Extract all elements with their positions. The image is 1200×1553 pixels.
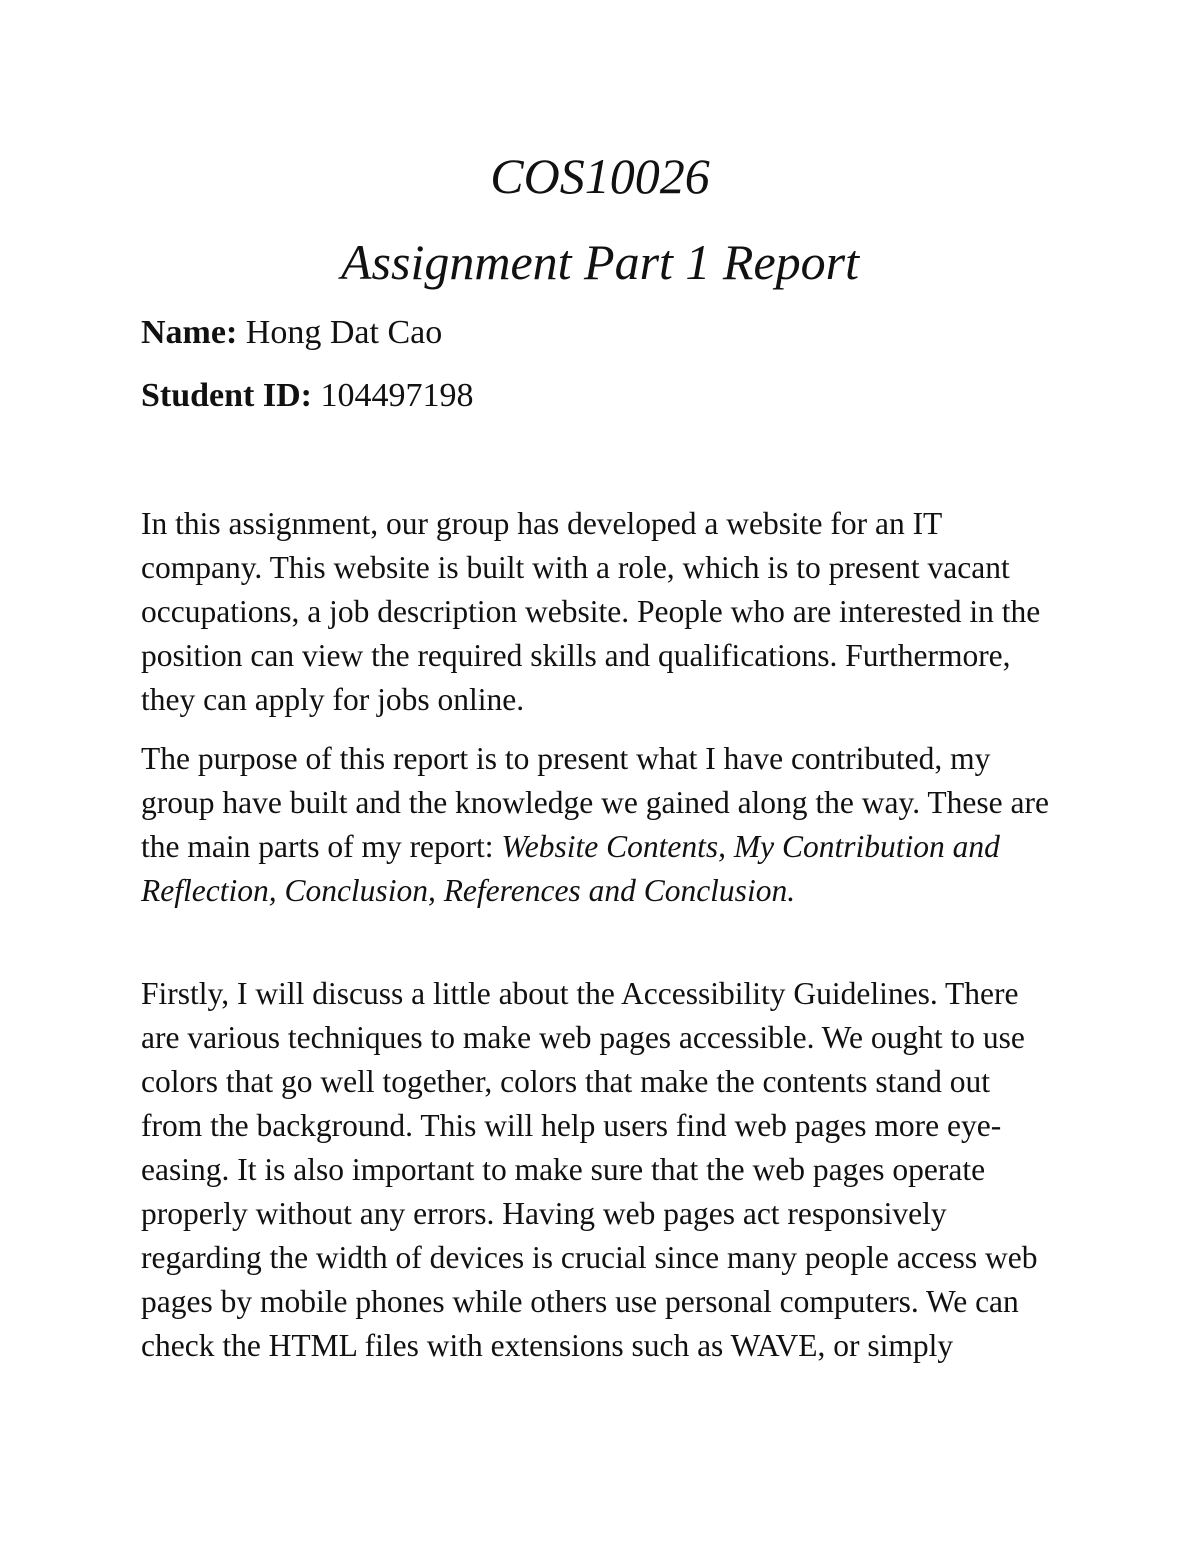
student-id-label: Student ID: [141, 377, 312, 414]
student-id-line [141, 376, 473, 416]
intro-paragraph: In this assignment, our group has developed a website for an IT company. This website is built with a role, which is to present vacant occupations, a job description website. People who are interested in the position can view the required skills and qualifications. Furthermore, they can apply for jobs online. [141, 506, 1041, 717]
accessibility-paragraph: Firstly, I will discuss a little about the Accessibility Guidelines. There are various techniques to make web pages accessible. We ought to use colors that go well together, colors that make the contents stand out from the background. This will help users find web pages more eye-easing. It is also important to make sure that the web pages operate properly without any errors. Having web pages act responsively regarding the width of devices is crucial since many people access web pages by mobile phones while others use personal computers. We can check the HTML files with extensions such as WAVE, or simply [141, 976, 1038, 1363]
name-value: Hong Dat Cao [245, 314, 443, 351]
course-code-heading: COS10026 [490, 148, 710, 204]
report-parts-list: Website Contents, My Contribution and Reflection, Conclusion, References and Conclusion. [141, 829, 1000, 908]
student-name-line [141, 313, 442, 353]
student-id-value: 104497198 [320, 377, 474, 414]
report-title-heading: Assignment Part 1 Report [340, 234, 860, 290]
purpose-paragraph-text: The purpose of this report is to present what I have contributed, my group have built and the knowledge we gained along the way. These are the main parts of my report: [141, 741, 1049, 864]
name-label: Name: [141, 314, 238, 351]
purpose-paragraph [141, 737, 1056, 913]
